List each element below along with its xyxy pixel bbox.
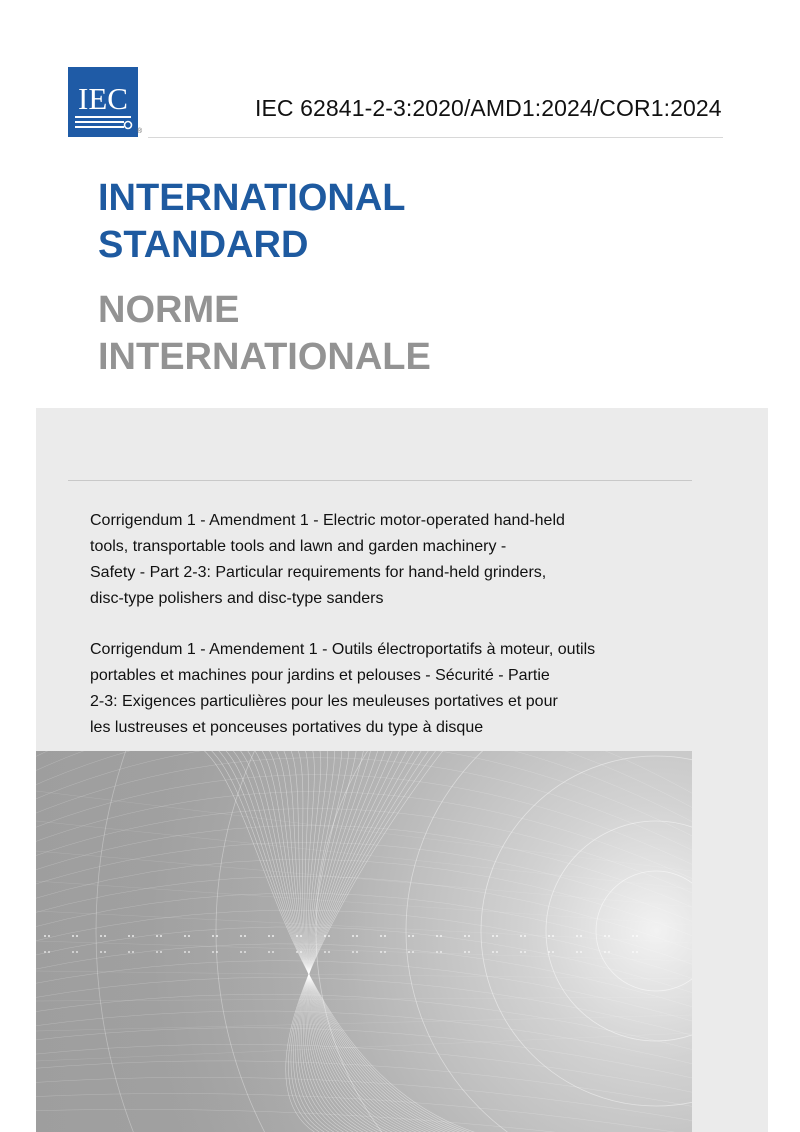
cover-line xyxy=(188,935,190,937)
cover-line xyxy=(184,935,186,937)
iec-logo xyxy=(68,67,138,137)
cover-line xyxy=(608,935,610,937)
cover-graphic-svg xyxy=(36,751,692,1132)
cover-line xyxy=(216,935,218,937)
cover-line xyxy=(408,935,410,937)
title-french-line: INTERNATIONALE xyxy=(98,336,431,378)
cover-graphic xyxy=(36,751,692,1132)
cover-line xyxy=(132,951,134,953)
cover-line xyxy=(440,951,442,953)
cover-line xyxy=(580,935,582,937)
cover-line xyxy=(412,951,414,953)
cover-line xyxy=(268,935,270,937)
cover-line xyxy=(492,951,494,953)
cover-line xyxy=(212,951,214,953)
cover-line xyxy=(408,951,410,953)
description-english-line: Corrigendum 1 - Amendment 1 - Electric motor-operated hand-held xyxy=(90,512,565,529)
cover-line xyxy=(184,951,186,953)
cover-line xyxy=(352,951,354,953)
cover-line xyxy=(244,935,246,937)
cover-line xyxy=(552,935,554,937)
title-english-line: STANDARD xyxy=(98,224,309,266)
cover-line xyxy=(468,951,470,953)
cover-line xyxy=(244,951,246,953)
description-english-line: tools, transportable tools and lawn and garden machinery - xyxy=(90,538,507,555)
cover-line xyxy=(492,935,494,937)
description-english-line: Safety - Part 2-3: Particular requirements for hand-held grinders, xyxy=(90,564,547,581)
cover-line xyxy=(296,935,298,937)
cover-line xyxy=(72,935,74,937)
cover-line xyxy=(160,951,162,953)
cover-line xyxy=(440,935,442,937)
description-french-line: Corrigendum 1 - Amendement 1 - Outils électroportatifs à moteur, outils xyxy=(90,641,596,658)
cover-line xyxy=(160,935,162,937)
description-english-line: disc-type polishers and disc-type sanders xyxy=(90,590,384,607)
cover-line xyxy=(632,951,634,953)
cover-line xyxy=(608,951,610,953)
cover-line xyxy=(548,935,550,937)
cover-line xyxy=(636,951,638,953)
cover-line xyxy=(104,935,106,937)
cover-line xyxy=(156,951,158,953)
cover-line xyxy=(524,935,526,937)
cover-line xyxy=(576,951,578,953)
cover-line xyxy=(520,935,522,937)
cover-line xyxy=(412,935,414,937)
cover-line xyxy=(272,935,274,937)
cover-line xyxy=(240,935,242,937)
cover-line xyxy=(520,951,522,953)
title-french xyxy=(98,287,598,381)
cover-line xyxy=(100,935,102,937)
registered-mark: ® xyxy=(137,128,143,135)
cover-line xyxy=(216,951,218,953)
cover-line xyxy=(324,935,326,937)
cover-line xyxy=(296,951,298,953)
cover-line xyxy=(188,951,190,953)
description-french xyxy=(90,637,650,741)
cover-line xyxy=(552,951,554,953)
cover-line xyxy=(156,935,158,937)
cover-line xyxy=(436,935,438,937)
cover-line xyxy=(272,951,274,953)
cover-line xyxy=(496,951,498,953)
cover-line xyxy=(76,951,78,953)
panel-divider xyxy=(68,480,692,481)
description-french-line: 2-3: Exigences particulières pour les meuleuses portatives et pour xyxy=(90,693,558,710)
cover-line xyxy=(300,951,302,953)
iec-logo-text: IEC xyxy=(78,81,128,116)
cover-line xyxy=(384,935,386,937)
cover-line xyxy=(604,935,606,937)
cover-line xyxy=(496,935,498,937)
cover-line xyxy=(380,951,382,953)
cover-line xyxy=(636,935,638,937)
cover-line xyxy=(352,935,354,937)
cover-line xyxy=(212,935,214,937)
cover-line xyxy=(240,951,242,953)
cover-line xyxy=(356,951,358,953)
cover-line xyxy=(44,951,46,953)
cover-line xyxy=(132,935,134,937)
cover-line xyxy=(128,951,130,953)
cover-line xyxy=(604,951,606,953)
cover-line xyxy=(464,951,466,953)
description-french-line: les lustreuses et ponceuses portatives du type à disque xyxy=(90,719,484,736)
description-english xyxy=(90,508,650,612)
cover-line xyxy=(328,951,330,953)
cover-line xyxy=(524,951,526,953)
title-english xyxy=(98,175,598,269)
cover-line xyxy=(436,951,438,953)
cover-line xyxy=(324,951,326,953)
cover-line xyxy=(300,935,302,937)
cover-line xyxy=(100,951,102,953)
cover-line xyxy=(632,935,634,937)
cover-line xyxy=(328,935,330,937)
cover-line xyxy=(104,951,106,953)
cover-line xyxy=(48,951,50,953)
header-divider xyxy=(148,137,723,138)
cover-line xyxy=(548,951,550,953)
document-reference: IEC 62841-2-3:2020/AMD1:2024/COR1:2024 xyxy=(255,95,722,121)
cover-line xyxy=(384,951,386,953)
cover-line xyxy=(580,951,582,953)
cover-line xyxy=(128,935,130,937)
cover-line xyxy=(380,935,382,937)
cover-line xyxy=(468,935,470,937)
title-english-line: INTERNATIONAL xyxy=(98,177,406,219)
cover-line xyxy=(44,935,46,937)
cover-line xyxy=(268,951,270,953)
cover-line xyxy=(576,935,578,937)
cover-line xyxy=(76,935,78,937)
cover-line xyxy=(356,935,358,937)
cover-line xyxy=(72,951,74,953)
cover-line xyxy=(48,935,50,937)
title-french-line: NORME xyxy=(98,289,240,331)
description-french-line: portables et machines pour jardins et pelouses - Sécurité - Partie xyxy=(90,667,550,684)
iec-logo-graphic xyxy=(68,67,138,137)
cover-line xyxy=(464,935,466,937)
